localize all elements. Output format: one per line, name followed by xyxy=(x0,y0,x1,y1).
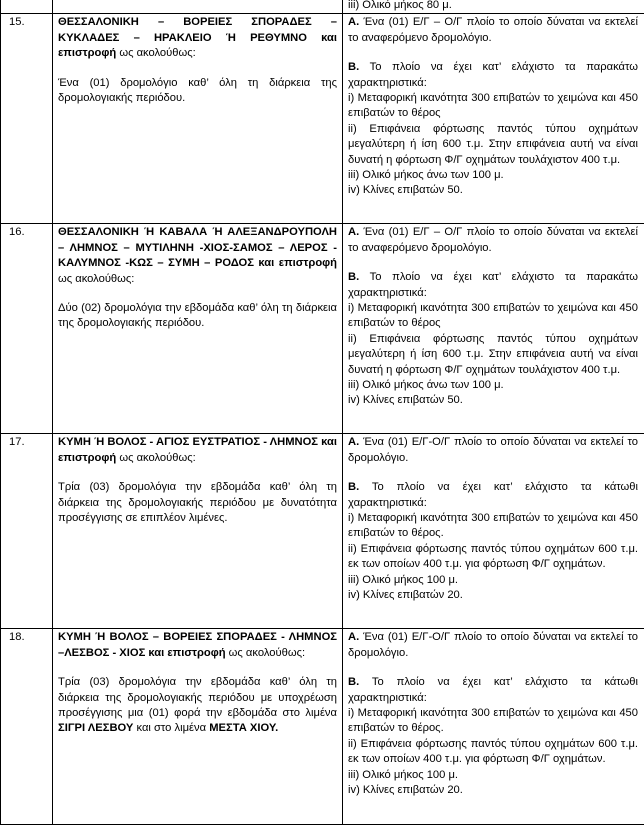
route-description xyxy=(58,435,337,466)
spec-cell xyxy=(343,14,644,224)
spec-cell xyxy=(343,0,644,14)
spec-item: iv) Κλίνες επιβατών 50. xyxy=(348,184,463,197)
spec-item: iii) Ολικό μήκος άνω των 100 μ. xyxy=(348,169,504,182)
vessel-requirement-text: Ένα (01) Ε/Γ – Ο/Γ πλοίο το οποίο δύναται να εκτελεί το αναφερόμενο δρομολόγιο. xyxy=(348,226,638,254)
characteristics-intro xyxy=(348,480,638,511)
route-tail: ως ακολούθως: xyxy=(116,451,196,464)
route-schedule: Ένα (01) δρομολόγιο καθ’ όλη τη διάρκεια της δρομολογιακής περιόδου. xyxy=(58,76,337,105)
spec-cell xyxy=(343,629,644,825)
port-sigri: ΣΙΓΡΙ ΛΕΣΒΟΥ xyxy=(58,722,134,735)
vessel-requirement xyxy=(348,435,638,466)
characteristics-intro xyxy=(348,675,638,706)
row-number-cell xyxy=(1,0,53,14)
route-tail: ως ακολούθως: xyxy=(225,646,306,659)
route-schedule: Τρία (03) δρομολόγια την εβδομάδα καθ’ όλη τη διάρκεια της δρομολογιακής περιόδου με δυνατότητα προσέγγισης σε επιπλέον λιμένες. xyxy=(58,481,337,525)
route-description xyxy=(58,15,337,61)
spec-item: iv) Κλίνες επιβατών 20. xyxy=(348,784,463,797)
route-cell xyxy=(53,629,343,825)
characteristics-intro-text: Το πλοίο να έχει κατ’ ελάχιστο τα κάτωθι χαρακτηριστικά: xyxy=(348,481,638,509)
spec-item: iii) Ολικό μήκος 100 μ. xyxy=(348,768,459,781)
spec-item: ii) Επιφάνεια φόρτωσης παντός τύπου οχημάτων 600 τ.μ. εκ των οποίων 400 τ.μ. για φόρτωση Φ/Γ οχημάτων. xyxy=(348,737,638,766)
route-tail: ως ακολούθως: xyxy=(58,272,135,285)
table-row xyxy=(1,224,644,434)
route-schedule-text: Τρία (03) δρομολόγια την εβδομάδα καθ’ όλη τη διάρκεια της δρομολογιακής περιόδου με υποχρέωση προσέγγισης μια (01) φορά την εβδομάδα στο λιμένα xyxy=(58,676,337,720)
spec-item: iii) Ολικό μήκος 80 μ. xyxy=(348,0,452,11)
route-title: ΚΥΜΗ Ή ΒΟΛΟΣ - ΑΓΙΟΣ ΕΥΣΤΡΑΤΙΟΣ - ΛΗΜΝΟΣ και επιστροφή xyxy=(58,436,337,464)
spec-item: i) Μεταφορική ικανότητα 300 επιβατών το χειμώνα και 450 επιβατών το θέρος xyxy=(348,92,638,120)
label-a: Α. xyxy=(348,226,360,239)
route-title: ΘΕΣΣΑΛΟΝΙΚΗ – ΒΟΡΕΙΕΣ ΣΠΟΡΑΔΕΣ – ΚΥΚΛΑΔΕΣ – ΗΡΑΚΛΕΙΟ Ή ΡΕΘΥΜΝΟ και επιστροφή xyxy=(58,16,337,60)
label-b: Β. xyxy=(348,481,360,494)
row-number-cell xyxy=(1,434,53,629)
route-cell xyxy=(53,14,343,224)
label-a: Α. xyxy=(348,631,360,644)
vessel-requirement-text: Ένα (01) Ε/Γ-Ο/Γ πλοίο το οποίο δύναται να εκτελεί το δρομολόγιο. xyxy=(348,631,638,659)
table-row xyxy=(1,629,644,825)
spec-item: i) Μεταφορική ικανότητα 300 επιβατών το χειμώνα και 450 επιβατών το θέρος. xyxy=(348,512,638,540)
route-title: ΚΥΜΗ Ή ΒΟΛΟΣ – ΒΟΡΕΙΕΣ ΣΠΟΡΑΔΕΣ - ΛΗΜΝΟΣ –ΛΕΣΒΟΣ - ΧΙΟΣ και επιστροφή xyxy=(58,631,337,659)
row-number: 16. xyxy=(9,226,25,239)
characteristics-intro xyxy=(348,60,638,91)
table-row xyxy=(1,14,644,224)
characteristics-intro-text: Το πλοίο να έχει κατ’ ελάχιστο τα παρακάτω χαρακτηριστικά: xyxy=(348,61,638,89)
route-description xyxy=(58,225,337,287)
route-cell xyxy=(53,434,343,629)
spec-cell xyxy=(343,434,644,629)
label-b: Β. xyxy=(348,271,360,284)
route-description xyxy=(58,630,337,661)
vessel-requirement xyxy=(348,630,638,661)
route-schedule: Δύο (02) δρομολόγια την εβδομάδα καθ’ όλη τη διάρκεια της δρομολογιακής περιόδου. xyxy=(58,302,337,330)
characteristics-intro-text: Το πλοίο να έχει κατ’ ελάχιστο τα παρακάτω χαρακτηριστικά: xyxy=(348,271,638,299)
port-mesta: ΜΕΣΤΑ ΧΙΟΥ. xyxy=(209,722,279,735)
route-title: ΘΕΣΣΑΛΟΝΙΚΗ Ή ΚΑΒΑΛΑ Ή ΑΛΕΞΑΝΔΡΟΥΠΟΛΗ – ΛΗΜΝΟΣ – ΜΥΤΙΛΗΝΗ -ΧΙΟΣ-ΣΑΜΟΣ – ΛΕΡΟΣ - ΚΑΛΥΜΝΟΣ -ΚΩΣ – ΣΥΜΗ – ΡΟΔΟΣ και επιστροφή xyxy=(58,226,337,270)
route-schedule xyxy=(58,675,337,737)
route-tail: ως ακολούθως: xyxy=(116,47,196,60)
characteristics-intro xyxy=(348,270,638,301)
vessel-requirement-text: Ένα (01) Ε/Γ-Ο/Γ πλοίο το οποίο δύναται να εκτελεί το δρομολόγιο. xyxy=(348,436,638,464)
label-b: Β. xyxy=(348,61,360,74)
row-number: 18. xyxy=(9,631,25,644)
spec-cell xyxy=(343,224,644,434)
spec-item: ii) Επιφάνεια φόρτωσης παντός τύπου οχημάτων μεγαλύτερη ή ίση 600 τ.μ. Στην επιφάνεια αυτή να είναι δυνατή η φόρτωση Φ/Γ οχημάτων τουλάχιστον 400 τ.μ. xyxy=(348,332,638,376)
spec-item: i) Μεταφορική ικανότητα 300 επιβατών το χειμώνα και 450 επιβατών το θέρος. xyxy=(348,707,638,735)
table-row xyxy=(1,434,644,629)
label-a: Α. xyxy=(348,16,360,29)
route-cell xyxy=(53,224,343,434)
spec-item: i) Μεταφορική ικανότητα 300 επιβατών το χειμώνα και 450 επιβατών το θέρος xyxy=(348,302,638,330)
label-b: Β. xyxy=(348,676,360,689)
row-number-cell xyxy=(1,224,53,434)
row-number: 17. xyxy=(9,436,25,449)
characteristics-intro-text: Το πλοίο να έχει κατ’ ελάχιστο τα κάτωθι χαρακτηριστικά: xyxy=(348,676,638,704)
row-number-cell xyxy=(1,14,53,224)
spec-item: iii) Ολικό μήκος άνω των 100 μ. xyxy=(348,379,504,392)
label-a: Α. xyxy=(348,436,360,449)
spec-item: ii) Επιφάνεια φόρτωσης παντός τύπου οχημάτων μεγαλύτερη ή ίση 600 τ.μ. Στην επιφάνεια αυτή να είναι δυνατή η φόρτωση Φ/Γ οχημάτων τουλάχιστον 400 τ.μ. xyxy=(348,122,638,166)
vessel-requirement-text: Ένα (01) Ε/Γ – Ο/Γ πλοίο το οποίο δύναται να εκτελεί το αναφερόμενο δρομολόγιο. xyxy=(348,16,638,44)
vessel-requirement xyxy=(348,15,638,46)
vessel-requirement xyxy=(348,225,638,256)
spec-item: iv) Κλίνες επιβατών 20. xyxy=(348,589,463,602)
table-row xyxy=(1,0,644,14)
row-number-cell xyxy=(1,629,53,825)
route-schedule-mid: και στο λιμένα xyxy=(133,722,210,735)
spec-item: ii) Επιφάνεια φόρτωσης παντός τύπου οχημάτων 600 τ.μ. εκ των οποίων 400 τ.μ. για φόρτωση Φ/Γ οχημάτων. xyxy=(348,542,638,571)
spec-item: iv) Κλίνες επιβατών 50. xyxy=(348,394,463,407)
spec-item: iii) Ολικό μήκος 100 μ. xyxy=(348,573,459,586)
route-cell xyxy=(53,0,343,14)
row-number: 15. xyxy=(9,16,25,29)
